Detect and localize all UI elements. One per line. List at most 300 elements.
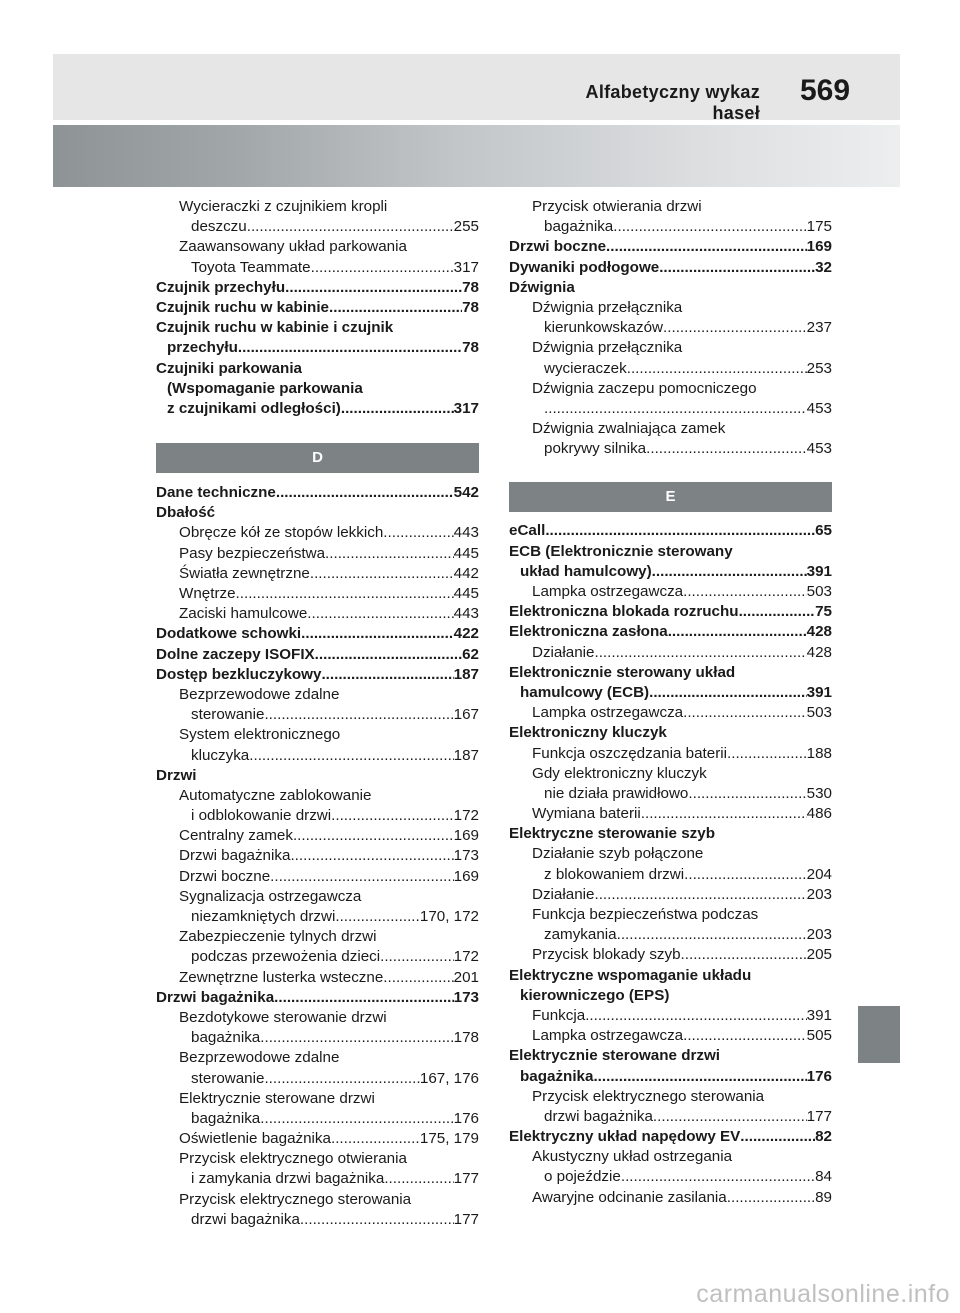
entry-page-number: 172 xyxy=(453,948,479,966)
entry-page-number: 62 xyxy=(462,645,479,663)
entry-page-number: 78 xyxy=(462,278,479,296)
index-entry-main xyxy=(509,824,832,844)
entry-term: i odblokowanie drzwi xyxy=(191,807,332,825)
index-entry-sub xyxy=(156,1089,479,1109)
entry-page-number: 169 xyxy=(453,827,479,845)
entry-term: Wymiana baterii xyxy=(532,805,641,823)
dot-leader xyxy=(593,1067,806,1087)
dot-leader xyxy=(681,945,807,965)
index-entry-main xyxy=(156,298,479,318)
entry-term: Zaciski hamulcowe xyxy=(179,605,308,623)
entry-page-number: 65 xyxy=(815,522,832,540)
entry-page-number: 255 xyxy=(453,218,479,236)
entry-term: Funkcja xyxy=(532,1006,586,1024)
index-entry-main xyxy=(509,562,832,582)
index-entry-sub xyxy=(156,544,479,564)
entry-page-number: 445 xyxy=(453,544,479,562)
dot-leader xyxy=(276,483,454,503)
dot-leader xyxy=(270,867,454,887)
index-entry-sub xyxy=(509,379,832,399)
index-entry-sub xyxy=(156,197,479,217)
entry-term: Elektrycznie sterowane drzwi xyxy=(509,1047,721,1065)
dot-leader xyxy=(264,705,453,725)
entry-term: Zabezpieczenie tylnych drzwi xyxy=(179,928,377,946)
dot-leader xyxy=(311,258,454,278)
dot-leader xyxy=(545,521,815,541)
entry-page-number: 187 xyxy=(453,746,479,764)
entry-page-number: 391 xyxy=(806,1006,832,1024)
dot-leader xyxy=(653,1107,807,1127)
index-entry-main xyxy=(156,338,479,358)
entry-term: Dywaniki podłogowe xyxy=(509,258,660,276)
index-entry-main xyxy=(509,237,832,257)
index-entry-sub xyxy=(156,705,479,725)
entry-page-number: 205 xyxy=(806,946,832,964)
index-entry-main xyxy=(509,622,832,642)
index-entry-main xyxy=(509,278,832,298)
dot-leader xyxy=(594,643,806,663)
dot-leader xyxy=(238,338,462,358)
dot-leader xyxy=(274,988,454,1008)
dot-leader xyxy=(585,1006,806,1026)
entry-term: Zaawansowany układ parkowania xyxy=(179,238,407,256)
spacer xyxy=(156,419,479,443)
entry-term: Elektroniczna blokada rozruchu xyxy=(509,603,739,621)
entry-page-number: 503 xyxy=(806,704,832,722)
dot-leader xyxy=(321,665,453,685)
entry-page-number: 317 xyxy=(453,258,479,276)
index-entry-sub xyxy=(509,945,832,965)
entry-term: Awaryjne odcinanie zasilania xyxy=(532,1188,727,1206)
entry-term: Lampka ostrzegawcza xyxy=(532,704,684,722)
entry-page-number: 391 xyxy=(806,562,832,580)
dot-leader xyxy=(236,584,454,604)
entry-term: Czujnik ruchu w kabinie xyxy=(156,298,329,316)
index-entry-sub xyxy=(509,1147,832,1167)
index-entry-main xyxy=(509,542,832,562)
entry-page-number: 177 xyxy=(453,1210,479,1228)
entry-term: (Wspomaganie parkowania xyxy=(167,379,363,397)
index-entry-sub xyxy=(156,786,479,806)
entry-page-number: 173 xyxy=(453,847,479,865)
dot-leader xyxy=(260,1028,453,1048)
dot-leader xyxy=(384,1169,453,1189)
entry-term: Zewnętrzne lusterka wsteczne xyxy=(179,968,384,986)
entry-page-number: 422 xyxy=(453,625,479,643)
index-entry-sub xyxy=(156,1169,479,1189)
index-entry-main xyxy=(509,986,832,1006)
index-entry-main xyxy=(509,258,832,278)
entry-term: Sygnalizacja ostrzegawcza xyxy=(179,887,362,905)
index-entry-main xyxy=(509,1127,832,1147)
entry-term: bagażnika xyxy=(544,218,614,236)
entry-term: bagażnika xyxy=(191,1029,261,1047)
entry-term: Bezprzewodowe zdalne xyxy=(179,685,340,703)
index-entry-sub xyxy=(156,887,479,907)
dot-leader xyxy=(293,826,454,846)
index-entry-main xyxy=(509,1046,832,1066)
entry-term: Przycisk blokady szyb xyxy=(532,946,681,964)
dot-leader xyxy=(652,562,807,582)
dot-leader xyxy=(594,885,806,905)
entry-page-number: 170, 172 xyxy=(419,908,479,925)
index-entry-sub xyxy=(509,925,832,945)
entry-term: z czujnikami odległości) xyxy=(167,399,341,417)
entry-term: Dźwignia xyxy=(509,278,575,296)
entry-term: Elektrycznie sterowane drzwi xyxy=(179,1089,375,1107)
dot-leader xyxy=(613,217,806,237)
index-entry-sub xyxy=(156,806,479,826)
index-entry-sub xyxy=(156,947,479,967)
entry-term: Dane techniczne xyxy=(156,484,276,502)
index-entry-main xyxy=(156,766,479,786)
index-entry-sub xyxy=(509,1167,832,1187)
index-entry-sub xyxy=(156,968,479,988)
dot-leader xyxy=(684,865,807,885)
dot-leader xyxy=(249,746,453,766)
entry-page-number: 75 xyxy=(815,603,832,621)
entry-term: System elektronicznego xyxy=(179,726,341,744)
entry-term: Elektroniczna zasłona xyxy=(509,623,668,641)
index-entry-main xyxy=(156,665,479,685)
entry-term: o pojeździe xyxy=(544,1168,621,1186)
index-entry-sub xyxy=(156,826,479,846)
dot-leader xyxy=(683,703,807,723)
dot-leader xyxy=(739,602,816,622)
entry-page-number: 443 xyxy=(453,524,479,542)
entry-page-number: 453 xyxy=(806,440,832,458)
index-entry-sub xyxy=(156,907,479,927)
entry-page-number: 203 xyxy=(806,885,832,903)
index-entry-sub xyxy=(509,1188,832,1208)
entry-term: Lampka ostrzegawcza xyxy=(532,583,684,600)
decorative-gradient-band xyxy=(53,125,900,187)
entry-term: Działanie xyxy=(532,643,595,661)
chapter-side-tab xyxy=(858,1006,900,1063)
dot-leader xyxy=(331,806,454,826)
index-column-left xyxy=(156,197,479,1230)
entry-page-number: 175 xyxy=(806,218,832,236)
index-entry-sub xyxy=(156,1149,479,1169)
entry-term: Przycisk elektrycznego sterowania xyxy=(179,1190,412,1208)
index-entry-sub xyxy=(156,1190,479,1210)
index-entry-sub xyxy=(156,1210,479,1230)
entry-page-number: 187 xyxy=(453,665,479,683)
dot-leader xyxy=(544,399,807,419)
dot-leader xyxy=(329,298,462,318)
index-entry-sub xyxy=(156,867,479,887)
dot-leader xyxy=(264,1069,419,1089)
entry-term: Światła zewnętrzne xyxy=(179,564,310,582)
entry-page-number: 201 xyxy=(453,968,479,986)
entry-term: Czujnik przechyłu xyxy=(156,278,286,296)
dot-leader xyxy=(310,564,454,584)
dot-leader xyxy=(621,1167,815,1187)
index-entry-sub xyxy=(156,1028,479,1048)
index-entry-sub xyxy=(509,905,832,925)
entry-page-number: 176 xyxy=(806,1067,832,1085)
entry-page-number: 89 xyxy=(815,1188,832,1206)
index-column-right xyxy=(509,197,832,1208)
index-entry-sub xyxy=(156,1069,479,1089)
index-entry-main xyxy=(156,379,479,399)
entry-page-number: 530 xyxy=(806,784,832,802)
entry-term: Dźwignia zaczepu pomocniczego xyxy=(532,379,757,397)
index-entry-main xyxy=(509,602,832,622)
entry-page-number: 169 xyxy=(806,238,832,256)
dot-leader xyxy=(663,318,807,338)
entry-term: Dostęp bezkluczykowy xyxy=(156,665,322,683)
entry-term: Toyota Teammate xyxy=(191,258,311,276)
index-entry-sub xyxy=(509,217,832,237)
entry-page-number: 169 xyxy=(453,867,479,885)
entry-term: Obręcze kół ze stopów lekkich xyxy=(179,524,384,542)
section-header: D xyxy=(156,443,479,473)
entry-term: Wycieraczki z czujnikiem kropli xyxy=(179,198,388,215)
entry-term: układ hamulcowy) xyxy=(520,562,652,580)
dot-leader xyxy=(606,237,807,257)
dot-leader xyxy=(331,1129,420,1149)
entry-term: Działanie xyxy=(532,885,595,903)
index-entry-sub xyxy=(509,439,832,459)
dot-leader xyxy=(383,968,453,988)
entry-page-number: 391 xyxy=(806,683,832,701)
dot-leader xyxy=(335,907,420,927)
index-entry-sub xyxy=(156,746,479,766)
entry-term: Oświetlenie bagażnika xyxy=(179,1130,331,1148)
entry-page-number: 173 xyxy=(453,988,479,1006)
index-entry-sub xyxy=(509,1087,832,1107)
entry-page-number: 172 xyxy=(453,807,479,825)
index-entry-sub xyxy=(509,744,832,764)
entry-term: Elektronicznie sterowany układ xyxy=(509,663,736,681)
entry-page-number: 443 xyxy=(453,605,479,623)
entry-term: Czujnik ruchu w kabinie i czujnik xyxy=(156,319,394,337)
entry-term: Lampka ostrzegawcza xyxy=(532,1027,684,1045)
index-entry-main xyxy=(509,723,832,743)
entry-page-number: 505 xyxy=(806,1027,832,1045)
entry-term: wycieraczek xyxy=(544,359,627,377)
entry-term: hamulcowy (ECB) xyxy=(520,683,650,701)
entry-page-number: 176 xyxy=(453,1109,479,1127)
index-entry-sub xyxy=(509,1107,832,1127)
dot-leader xyxy=(627,359,807,379)
dot-leader xyxy=(300,1210,454,1230)
dot-leader xyxy=(383,523,453,543)
index-entry-main xyxy=(156,503,479,523)
entry-term: Dźwignia zwalniająca zamek xyxy=(532,420,726,438)
entry-term: Drzwi boczne xyxy=(509,238,607,256)
dot-leader xyxy=(668,622,807,642)
index-entry-sub xyxy=(509,582,832,602)
index-entry-sub xyxy=(156,846,479,866)
entry-page-number: 178 xyxy=(453,1029,479,1047)
dot-leader xyxy=(325,544,454,564)
index-entry-sub xyxy=(156,1008,479,1028)
index-entry-sub xyxy=(509,844,832,864)
spacer xyxy=(156,473,479,483)
spacer xyxy=(509,459,832,482)
entry-page-number: 203 xyxy=(806,926,832,944)
entry-page-number: 453 xyxy=(806,399,832,417)
dot-leader xyxy=(740,1127,815,1147)
index-entry-main xyxy=(509,966,832,986)
index-entry-sub xyxy=(509,338,832,358)
index-entry-main xyxy=(156,278,479,298)
entry-term: Drzwi boczne xyxy=(179,867,271,885)
entry-term: bagażnika xyxy=(191,1109,261,1127)
index-entry-sub xyxy=(509,1006,832,1026)
dot-leader xyxy=(247,217,454,237)
entry-term: Centralny zamek xyxy=(179,827,293,845)
index-entry-sub xyxy=(156,237,479,257)
entry-page-number: 175, 179 xyxy=(419,1130,479,1148)
entry-term: Dolne zaczepy ISOFIX xyxy=(156,645,315,663)
entry-page-number: 177 xyxy=(453,1170,479,1188)
index-entry-sub xyxy=(509,703,832,723)
entry-term: Bezprzewodowe zdalne xyxy=(179,1049,340,1067)
entry-term: Przycisk elektrycznego otwierania xyxy=(179,1150,407,1168)
entry-term: Dźwignia przełącznika xyxy=(532,339,683,357)
entry-page-number: 84 xyxy=(815,1168,832,1186)
dot-leader xyxy=(727,1188,815,1208)
index-entry-sub xyxy=(509,399,832,419)
entry-term: z blokowaniem drzwi xyxy=(544,865,685,883)
index-entry-main xyxy=(509,683,832,703)
index-entry-sub xyxy=(156,584,479,604)
entry-page-number: 78 xyxy=(462,339,479,357)
dot-leader xyxy=(285,278,462,298)
entry-term: Pasy bezpieczeństwa xyxy=(179,544,326,562)
entry-page-number: 78 xyxy=(462,298,479,316)
entry-term: sterowanie xyxy=(191,706,265,724)
entry-term: eCall xyxy=(509,522,546,540)
entry-term: przechyłu xyxy=(167,339,238,357)
dot-leader xyxy=(617,925,807,945)
dot-leader xyxy=(727,744,807,764)
index-entry-main xyxy=(156,318,479,338)
index-entry-sub xyxy=(156,523,479,543)
dot-leader xyxy=(649,683,807,703)
entry-term: Bezdotykowe sterowanie drzwi xyxy=(179,1008,387,1026)
dot-leader xyxy=(315,645,462,665)
entry-term: Przycisk elektrycznego sterowania xyxy=(532,1087,765,1105)
index-entry-sub xyxy=(509,318,832,338)
index-entry-main xyxy=(156,359,479,379)
index-entry-sub xyxy=(509,764,832,784)
header-band xyxy=(53,54,900,120)
entry-term: Akustyczny układ ostrzegania xyxy=(532,1148,733,1166)
entry-term: Działanie szyb połączone xyxy=(532,845,704,863)
entry-term: kierowniczego (EPS) xyxy=(520,986,670,1004)
entry-term: Czujniki parkowania xyxy=(156,359,303,377)
index-entry-sub xyxy=(156,1048,479,1068)
entry-page-number: 167, 176 xyxy=(419,1069,479,1087)
dot-leader xyxy=(646,439,807,459)
entry-term: pokrywy silnika xyxy=(544,440,647,458)
dot-leader xyxy=(307,604,453,624)
entry-term: Elektryczny układ napędowy EV xyxy=(509,1128,741,1146)
index-entry-sub xyxy=(509,865,832,885)
entry-term: zamykania xyxy=(544,926,617,944)
entry-term: kluczyka xyxy=(191,746,250,764)
index-entry-main xyxy=(509,521,832,541)
dot-leader xyxy=(688,784,806,804)
index-entry-main xyxy=(156,399,479,419)
entry-term: niezamkniętych drzwi xyxy=(191,908,336,925)
entry-page-number: 188 xyxy=(806,744,832,762)
running-header-title: Alfabetyczny wykaz haseł xyxy=(585,82,760,123)
index-entry-sub xyxy=(509,885,832,905)
page-number: 569 xyxy=(800,74,851,107)
entry-page-number: 82 xyxy=(815,1128,832,1146)
dot-leader xyxy=(380,947,454,967)
index-entry-sub xyxy=(156,604,479,624)
entry-page-number: 177 xyxy=(806,1107,832,1125)
entry-term: drzwi bagażnika xyxy=(191,1210,300,1228)
dot-leader xyxy=(683,1026,807,1046)
spacer xyxy=(509,512,832,521)
index-entry-sub xyxy=(509,804,832,824)
dot-leader xyxy=(301,624,453,644)
entry-term: Funkcja bezpieczeństwa podczas xyxy=(532,906,759,923)
entry-term: Elektroniczny kluczyk xyxy=(509,724,667,742)
dot-leader xyxy=(659,258,815,278)
entry-term: Dźwignia przełącznika xyxy=(532,298,683,316)
entry-term: deszczu xyxy=(191,218,247,236)
dot-leader xyxy=(641,804,807,824)
entry-term: podczas przewożenia dzieci xyxy=(191,948,381,966)
entry-term: Elektryczne sterowanie szyb xyxy=(509,825,715,843)
entry-page-number: 442 xyxy=(453,564,479,582)
section-header: E xyxy=(509,482,832,512)
entry-term: Drzwi xyxy=(156,766,197,784)
entry-page-number: 317 xyxy=(453,399,479,417)
entry-page-number: 486 xyxy=(806,805,832,823)
index-entry-sub xyxy=(156,1129,479,1149)
entry-term: Przycisk otwierania drzwi xyxy=(532,198,702,215)
entry-term: Gdy elektroniczny kluczyk xyxy=(532,764,707,782)
entry-term: Elektryczne wspomaganie układu xyxy=(509,966,752,984)
entry-term: nie działa prawidłowo xyxy=(544,784,689,802)
dot-leader xyxy=(341,399,454,419)
entry-term: Drzwi bagażnika xyxy=(179,847,291,865)
entry-term: Drzwi bagażnika xyxy=(156,988,275,1006)
entry-page-number: 542 xyxy=(453,484,479,502)
index-entry-sub xyxy=(156,927,479,947)
index-entry-main xyxy=(156,988,479,1008)
index-entry-main xyxy=(156,624,479,644)
index-entry-sub xyxy=(509,298,832,318)
index-entry-sub xyxy=(156,1109,479,1129)
entry-page-number: 428 xyxy=(806,643,832,661)
index-entry-main xyxy=(156,483,479,503)
index-entry-sub xyxy=(156,258,479,278)
index-entry-sub xyxy=(156,685,479,705)
footer-watermark: carmanualsonline.info xyxy=(696,1280,950,1308)
entry-term: Wnętrze xyxy=(179,585,236,602)
entry-term: drzwi bagażnika xyxy=(544,1107,653,1125)
dot-leader xyxy=(260,1109,453,1129)
dot-leader xyxy=(290,846,453,866)
entry-page-number: 32 xyxy=(815,258,832,276)
entry-page-number: 204 xyxy=(806,865,832,883)
entry-page-number: 167 xyxy=(453,706,479,724)
entry-term: Funkcja oszczędzania baterii xyxy=(532,744,728,762)
entry-term: ECB (Elektronicznie sterowany xyxy=(509,542,733,560)
entry-page-number: 445 xyxy=(453,585,479,602)
index-entry-main xyxy=(156,645,479,665)
